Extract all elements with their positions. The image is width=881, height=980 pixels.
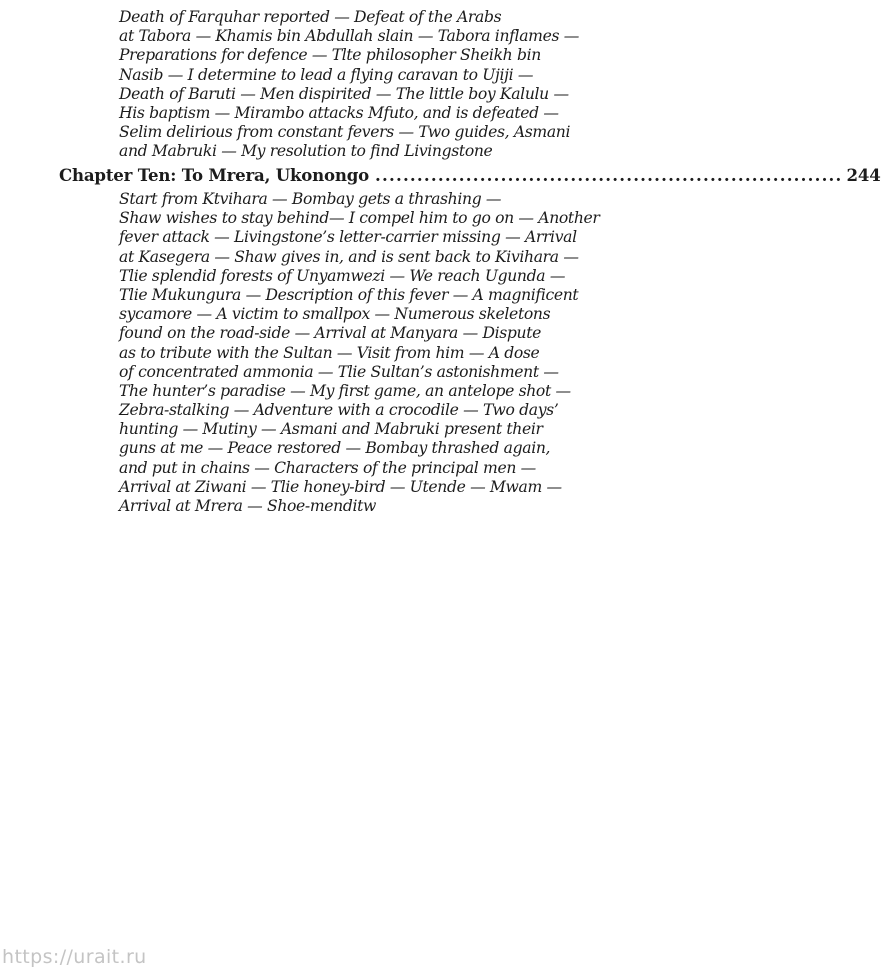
toc-entry-chapter-ten[interactable] (59, 165, 881, 189)
summary-line: His baptism — Mirambo attacks Mfuto, and is defeated — (119, 103, 559, 122)
summary-line: Tlie Mukungura — Description of this fever — A magnificent (119, 285, 579, 304)
summary-line: Start from Ktvihara — Bombay gets a thrashing — (119, 190, 502, 208)
chapter-ten-summary (119, 190, 600, 516)
summary-line: Arrival at Ziwani — Tlie honey-bird — Utende — Mwam — (119, 477, 562, 496)
summary-line: and Mabruki — My resolution to find Livingstone (119, 142, 493, 161)
summary-line: and put in chains — Characters of the principal men — (119, 458, 536, 477)
summary-line: at Kasegera — Shaw gives in, and is sent back to Kivihara — (119, 247, 579, 266)
summary-line: Zebra-stalking — Adventure with a crocodile — Two days’ (119, 401, 559, 420)
summary-line: Arrival at Mrera — Shoe-menditw (119, 497, 377, 515)
summary-line: Nasib — I determine to lead a flying caravan to Ujiji — (119, 65, 534, 84)
previous-chapter-summary (119, 8, 579, 162)
chapter-page-number: 244 (846, 165, 881, 185)
summary-line: The hunter’s paradise — My first game, an antelope shot — (119, 381, 571, 400)
summary-line: Preparations for defence — Tlte philosopher Sheikh bin (119, 46, 541, 65)
summary-line: guns at me — Peace restored — Bombay thrashed again, (119, 439, 551, 458)
summary-line: sycamore — A victim to smallpox — Numerous skeletons (119, 305, 551, 324)
summary-line: found on the road-side — Arrival at Manyara — Dispute (119, 324, 542, 343)
summary-line: Death of Farquhar reported — Defeat of the Arabs (119, 8, 502, 26)
summary-line: hunting — Mutiny — Asmani and Mabruki present their (119, 420, 543, 439)
summary-line: Selim delirious from constant fevers — Two guides, Asmani (119, 123, 571, 142)
dot-leader: ................................................................... (375, 165, 843, 185)
summary-line: Tlie splendid forests of Unyamwezi — We reach Ugunda — (119, 266, 566, 285)
summary-line: Shaw wishes to stay behind— I compel him to go on — Another (119, 209, 600, 228)
summary-line: fever attack — Livingstone’s letter-carrier missing — Arrival (119, 228, 577, 247)
summary-line: at Tabora — Khamis bin Abdullah slain — Tabora inflames — (119, 27, 579, 46)
summary-line: of concentrated ammonia — Tlie Sultan’s astonishment — (119, 362, 559, 381)
summary-line: as to tribute with the Sultan — Visit from him — A dose (119, 343, 540, 362)
chapter-title: Chapter Ten: To Mrera, Ukonongo (59, 165, 370, 185)
summary-line: Death of Baruti — Men dispirited — The little boy Kalulu — (119, 84, 569, 103)
watermark-url[interactable]: https://urait.ru (2, 946, 147, 968)
